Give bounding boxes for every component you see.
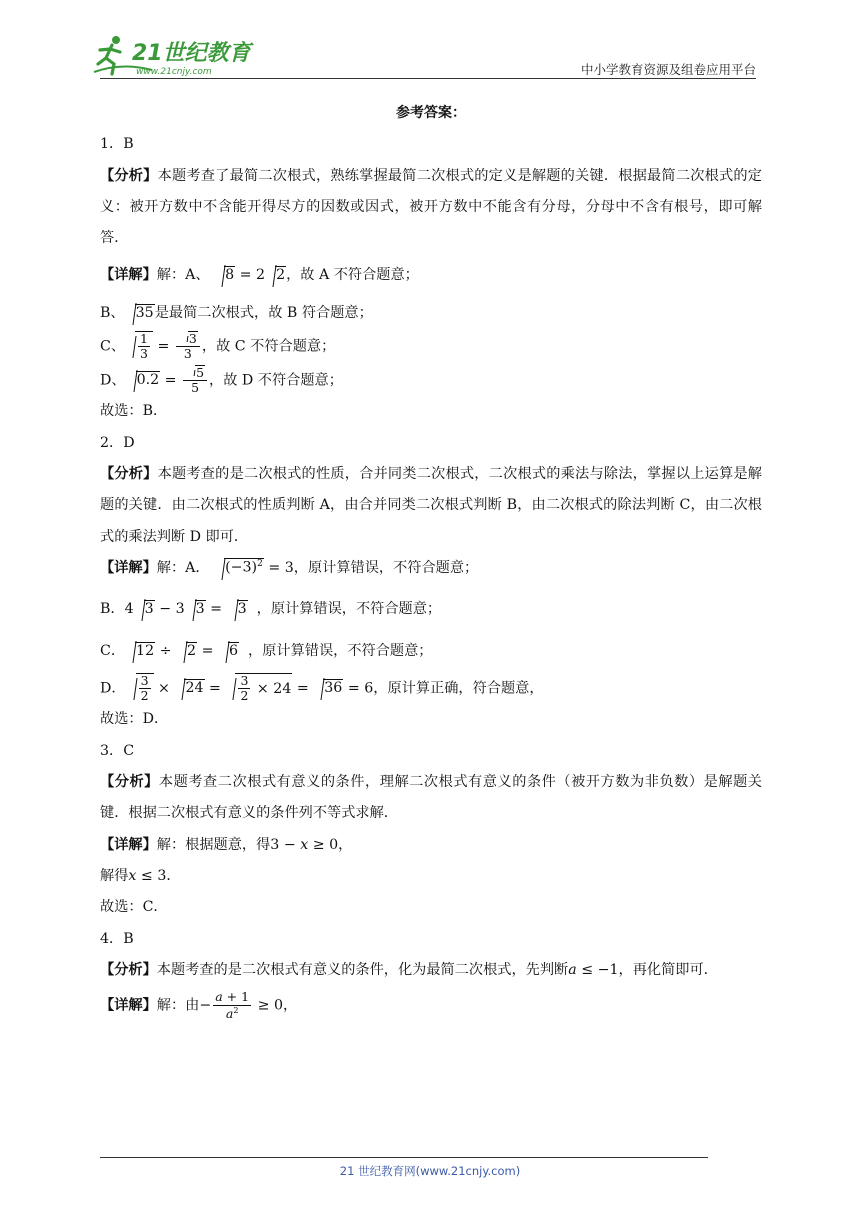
q1-detail-c: C、 $\frac{1}{3}$ = $\frac{3}{3}$ ，故 C 不符合题意； — [100, 331, 336, 362]
q2-detail-d: D． $\frac{3}{2}$ × 24 = $\frac{3}{2}$ × 24 = 36 = 6，原计算正确，符合题意， — [100, 672, 544, 704]
q3-detail-2: 解得x ≤ 3． — [100, 867, 181, 884]
site-logo — [92, 34, 262, 78]
q3-analysis: 【分析】本题考查二次根式有意义的条件，理解二次根式有意义的条件（被开方数为非负数）是解题关键．根据二次根式有意义的条件列不等式求解． — [100, 774, 762, 822]
q4-detail-1: 【详解】解：由− $\frac{a + 1}{a^2}$ ≥ 0， — [100, 989, 298, 1021]
q1-choice: 故选：B． — [100, 403, 168, 420]
q4-analysis: 【分析】本题考查的是二次根式有意义的条件，化为最简二次根式，先判断a ≤ −1，再化简即可． — [100, 961, 718, 978]
q2-detail-a: 【详解】解：A． $(-3)^2 = 3$，原计算错误，不符合题意； — [100, 553, 762, 584]
logo-text: 21世纪教育 — [132, 41, 251, 66]
header-platform-text: 中小学教育资源及组卷应用平台 — [580, 62, 756, 77]
footer-site-link[interactable]: 21 世纪教育网(www.21cnjy.com) — [339, 1164, 521, 1178]
q3-head: 3．C — [100, 742, 135, 759]
page-title: 参考答案： — [396, 105, 466, 121]
page-header — [0, 0, 860, 90]
logo-url: www.21cnjy.com — [136, 67, 212, 77]
answer-content — [100, 98, 762, 1022]
q1-detail-a: 【详解】解：A、 8 = 2 2，故 A 不符合题意； — [100, 260, 762, 291]
q1-analysis: 【分析】本题考查了最简二次根式，熟练掌握最简二次根式的定义是解题的关键．根据最简二次根式的定义：被开方数中不含能开得尽方的因数或因式，被开方数中不能含有分母，分母中不含有根号，即可解答． — [100, 167, 762, 247]
q4-head: 4．B — [100, 930, 134, 947]
q1-head: 1．B — [100, 136, 134, 153]
header-divider — [100, 78, 756, 79]
q2-choice: 故选：D． — [100, 711, 169, 728]
footer-divider — [100, 1157, 708, 1158]
q2-head: 2．D — [100, 434, 135, 451]
q2-analysis: 【分析】本题考查的是二次根式的性质，合并同类二次根式，二次根式的乘法与除法，掌握以上运算是解题的关键．由二次根式的性质判断 A，由合并同类二次根式判断 B，由二次根式的除法判断 C，由二次根式的乘法判断 D 即可． — [100, 466, 762, 545]
q3-detail-1: 【详解】解：根据题意，得3 − x ≥ 0， — [100, 836, 353, 853]
q1-detail-d: D、 0.2 = $\frac{5}{5}$ ，故 D 不符合题意； — [100, 364, 343, 396]
q3-choice: 故选：C． — [100, 899, 168, 916]
q2-detail-c: C． 12 ÷ 2 = 6 ，原计算错误，不符合题意； — [100, 636, 762, 667]
q1-detail-b: B、 35是最简二次根式，故 B 符合题意； — [100, 298, 762, 329]
q2-detail-b: B．4 3 − 3 3 = 3 ，原计算错误，不符合题意； — [100, 594, 762, 625]
